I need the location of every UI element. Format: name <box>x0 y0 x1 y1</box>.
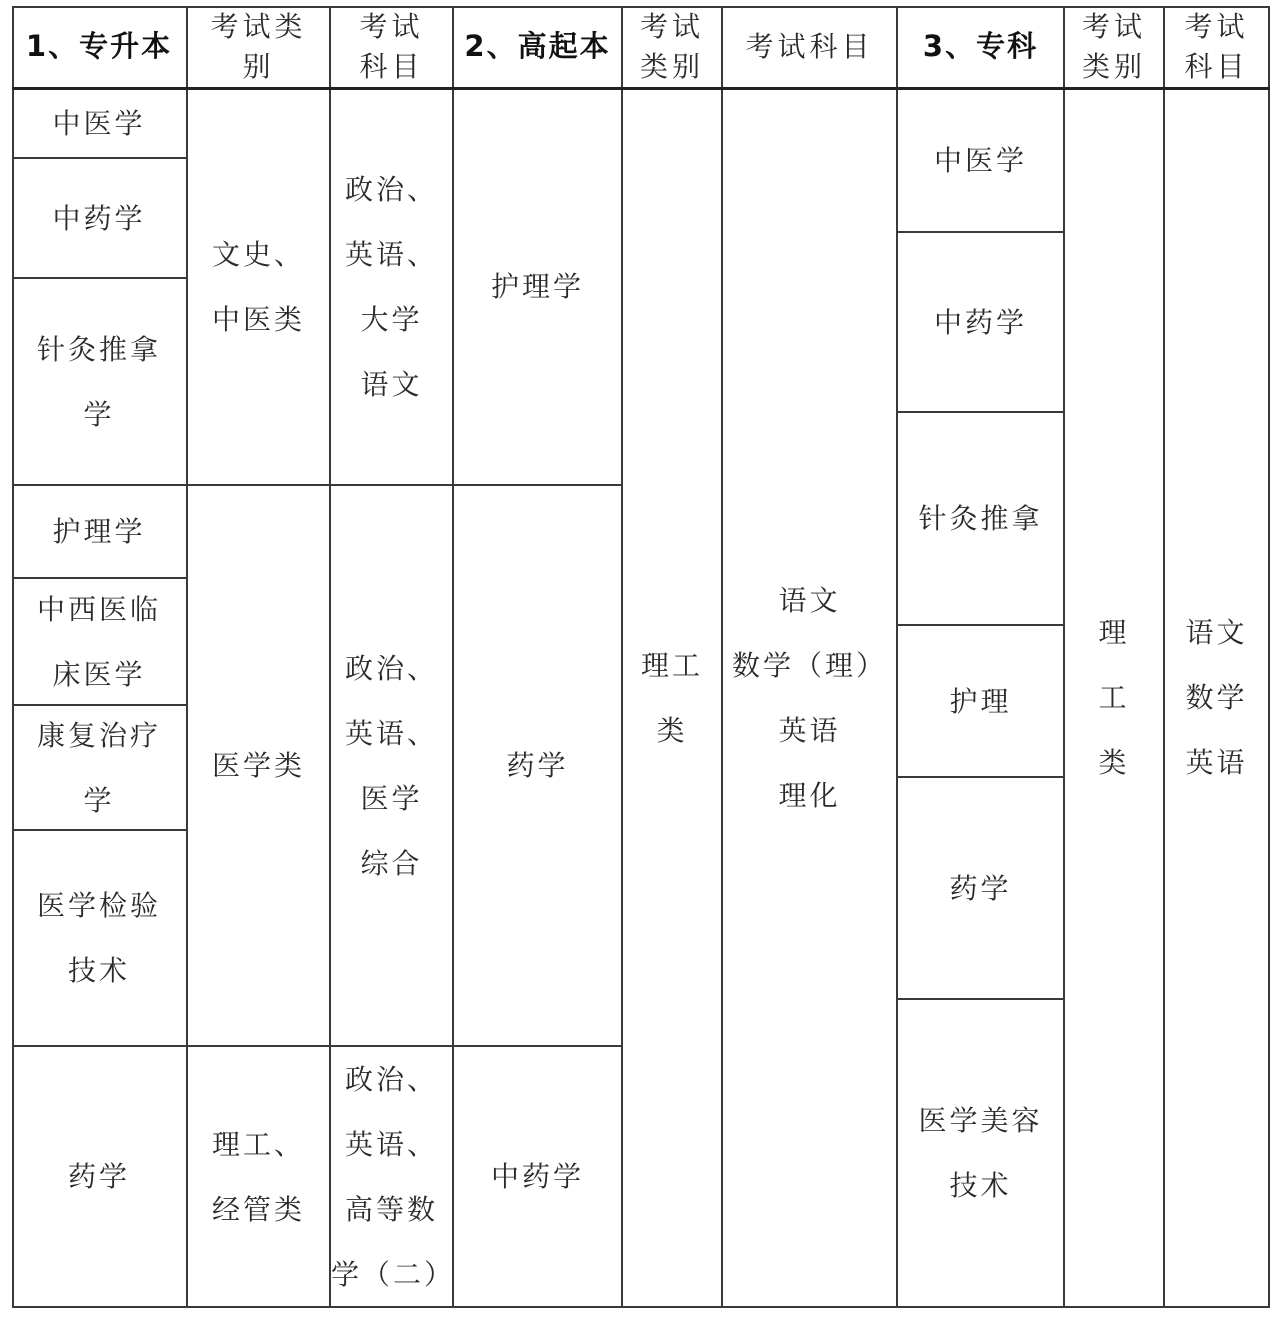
header-zsb-category: 考试类 别 <box>188 6 331 89</box>
zk-major-cell: 护理 <box>898 626 1065 778</box>
header-gqb-title: 2、高起本 <box>454 6 623 89</box>
gqb-major-cell: 药学 <box>454 486 623 1047</box>
zsb-major-cell: 护理学 <box>12 486 188 579</box>
zsb-subjects-cell: 政治、 英语、 高等数 学（二） <box>331 1047 454 1308</box>
zk-subjects-cell: 语文 数学 英语 <box>1165 89 1270 1308</box>
zsb-major-cell: 中医学 <box>12 89 188 159</box>
gqb-major-cell: 护理学 <box>454 89 623 486</box>
zsb-subjects-cell: 政治、 英语、 医学 综合 <box>331 486 454 1047</box>
zk-category-cell: 理 工 类 <box>1065 89 1165 1308</box>
header-divider <box>12 87 1270 90</box>
zsb-category-cell: 理工、 经管类 <box>188 1047 331 1308</box>
zsb-major-cell: 中药学 <box>12 159 188 279</box>
zk-major-cell: 医学美容 技术 <box>898 1000 1065 1308</box>
zk-major-cell: 针灸推拿 <box>898 413 1065 626</box>
gqb-subjects-cell: 语文 数学（理） 英语 理化 <box>723 89 898 1308</box>
zsb-major-cell: 医学检验 技术 <box>12 831 188 1047</box>
header-gqb-category: 考试 类别 <box>623 6 723 89</box>
zsb-subjects-cell: 政治、 英语、 大学 语文 <box>331 89 454 486</box>
zsb-major-cell: 中西医临 床医学 <box>12 579 188 706</box>
header-zsb-subjects: 考试 科目 <box>331 6 454 89</box>
zsb-category-cell: 医学类 <box>188 486 331 1047</box>
zsb-major-cell: 药学 <box>12 1047 188 1308</box>
zk-major-cell: 中药学 <box>898 233 1065 413</box>
gqb-major-cell: 中药学 <box>454 1047 623 1308</box>
zsb-major-cell: 康复治疗 学 <box>12 706 188 831</box>
header-zk-category: 考试 类别 <box>1065 6 1165 89</box>
header-zk-subjects: 考试 科目 <box>1165 6 1270 89</box>
header-zk-title: 3、专科 <box>898 6 1065 89</box>
header-zsb-title: 1、专升本 <box>12 6 188 89</box>
gqb-category-cell: 理工 类 <box>623 89 723 1308</box>
zk-major-cell: 药学 <box>898 778 1065 1000</box>
header-gqb-subjects: 考试科目 <box>723 6 898 89</box>
zsb-category-cell: 文史、 中医类 <box>188 89 331 486</box>
zk-major-cell: 中医学 <box>898 89 1065 233</box>
zsb-major-cell: 针灸推拿 学 <box>12 279 188 486</box>
